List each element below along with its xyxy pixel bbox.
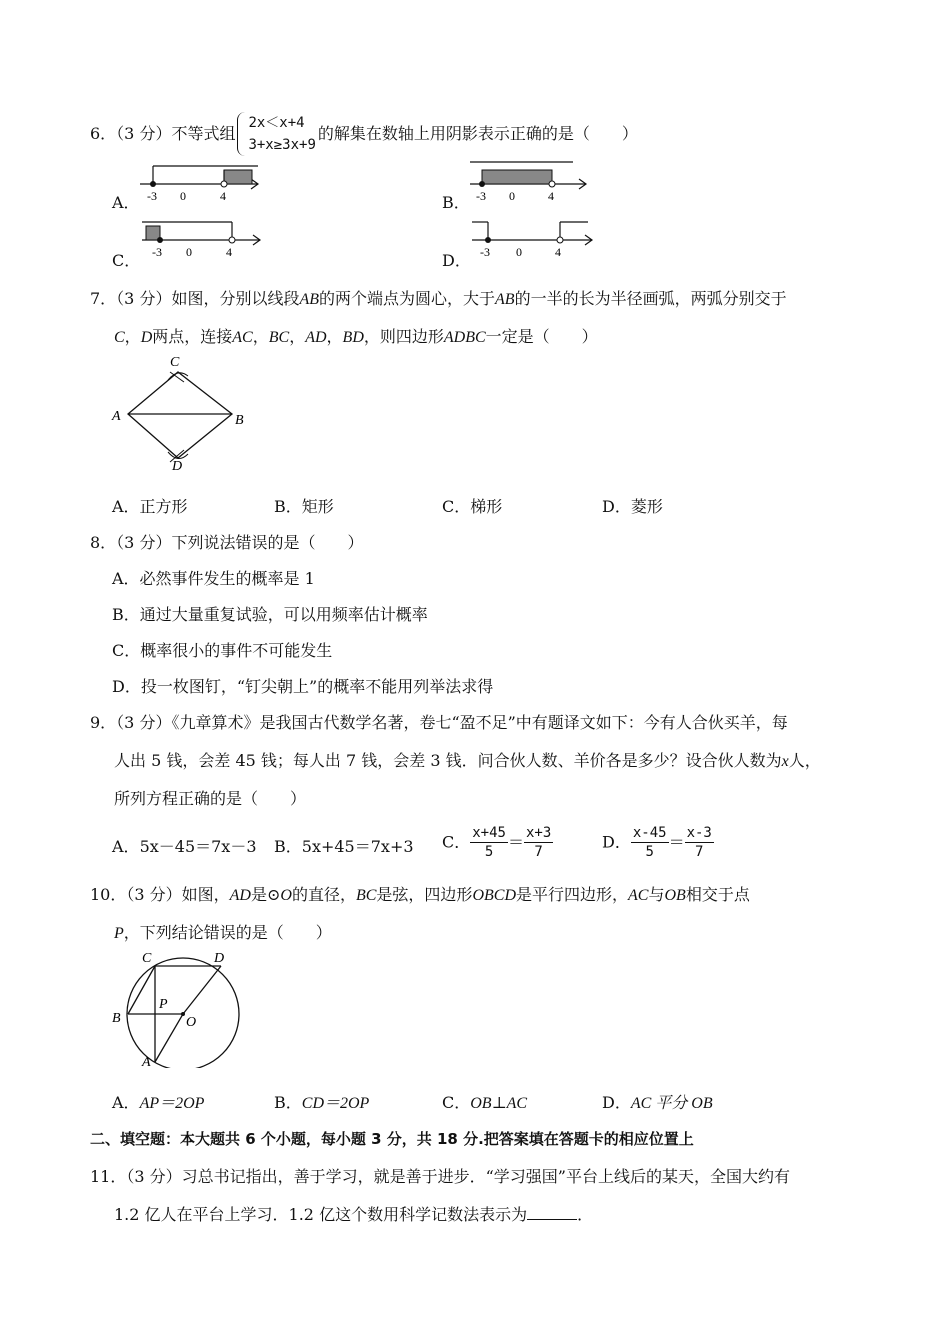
- q9-d-frac-left: $\frac{x-45}{5}$: [632, 825, 667, 860]
- q10-option-b: B．CD＝2OP: [274, 1093, 370, 1112]
- q9-option-b: B．5x+45＝7x+3: [274, 837, 414, 856]
- q6-a-tick-4: 4: [220, 189, 226, 203]
- q7-option-a: A．正方形: [112, 497, 188, 516]
- q6-option-a-label: A．: [112, 193, 140, 212]
- q6-option-b-number-line: [468, 158, 592, 206]
- q8-option-c: C．概率很小的事件不可能发生: [112, 641, 333, 660]
- q6-stem: [90, 112, 638, 162]
- q6-stem-pre: 6．（3 分）不等式组: [90, 124, 236, 143]
- q8-option-a: A．必然事件发生的概率是 1: [112, 569, 315, 588]
- q6-d-tick-neg3: -3: [480, 245, 490, 259]
- q10-stem-line1: 10．（3 分）如图，AD是⊙O的直径，BC是弦，四边形OBCD是平行四边形，AC与OB相交于点: [90, 885, 750, 904]
- q6-b-tick-neg3: -3: [476, 189, 486, 203]
- q10-fig-label-p: P: [159, 997, 168, 1012]
- q7-option-b: B．矩形: [274, 497, 334, 516]
- section-2-heading: 二、填空题：本大题共 6 个小题，每小题 3 分，共 18 分.把答案填在答题卡的相应位置上: [90, 1130, 694, 1148]
- q6-c-tick-neg3: -3: [152, 245, 162, 259]
- q10-option-d: D．AC 平分 OB: [602, 1093, 713, 1112]
- q6-b-tick-4: 4: [548, 189, 554, 203]
- q10-fig-label-d: D: [214, 951, 225, 966]
- q7-fig-label-c: C: [170, 355, 180, 370]
- q7-option-c: C．梯形: [442, 497, 503, 516]
- q10-fig-label-a: A: [142, 1055, 151, 1068]
- q10-stem-line2: P，下列结论错误的是（ ）: [114, 923, 332, 942]
- q7-option-d: D．菱形: [602, 497, 663, 516]
- q8-stem: 8．（3 分）下列说法错误的是（ ）: [90, 533, 364, 552]
- q11-stem-line2: 1.2 亿人在平台上学习．1.2 亿这个数用科学记数法表示为 ．: [114, 1205, 594, 1224]
- q6-b-tick-0: 0: [509, 189, 515, 203]
- q7-fig-label-d: D: [172, 459, 183, 474]
- q7-fig-label-b: B: [235, 413, 244, 428]
- q10-circle-figure: [108, 944, 248, 1068]
- q7-fig-label-a: A: [112, 409, 121, 424]
- q6-a-tick-0: 0: [180, 189, 186, 203]
- q6-c-tick-0: 0: [186, 245, 192, 259]
- q6-option-a-number-line: [138, 160, 268, 206]
- q6-option-c-number-line: [140, 218, 264, 264]
- q10-fig-label-o: O: [186, 1015, 197, 1030]
- q10-fig-label-b: B: [112, 1011, 121, 1026]
- q9-c-frac-right: $\frac{x+3}{7}$: [525, 825, 552, 860]
- q10-option-c: C．OB⊥AC: [442, 1093, 528, 1112]
- q9-option-c: C． $\frac{x+45}{5}$ ＝ $\frac{x+3}{7}$: [442, 825, 552, 860]
- q6-c-tick-4: 4: [226, 245, 232, 259]
- q6-option-b-label: B．: [442, 193, 470, 212]
- q10-fig-label-c: C: [142, 951, 152, 966]
- q9-c-frac-left: $\frac{x+45}{5}$: [472, 825, 506, 860]
- q6-d-tick-4: 4: [555, 245, 561, 259]
- q6-option-c-label: C．: [112, 251, 141, 270]
- q9-stem-line2: 人出 5 钱，会差 45 钱；每人出 7 钱，会差 3 钱．问合伙人数、羊价各是多少？设合伙人数为x人，: [114, 751, 821, 770]
- q6-inequality-system: [237, 112, 315, 156]
- q9-stem-line1: 9．（3 分）《九章算术》是我国古代数学名著，卷七“盈不足”中有题译文如下：今有人合伙买羊，每: [90, 713, 788, 732]
- q11-stem-line1: 11．（3 分）习总书记指出，善于学习，就是善于进步．“学习强国”平台上线后的某天，全国大约有: [90, 1167, 790, 1186]
- q8-option-d: D．投一枚图钉，“钉尖朝上”的概率不能用列举法求得: [112, 677, 494, 696]
- q6-option-d-label: D．: [442, 251, 471, 270]
- q6-option-d-number-line: [470, 218, 600, 264]
- q10-option-a: A．AP＝2OP: [112, 1093, 205, 1112]
- q6-stem-post: 的解集在数轴上用阴影表示正确的是（ ）: [317, 124, 638, 143]
- q6-ineq-1: 2x＜x+4: [248, 115, 305, 131]
- q7-stem-line1: 7．（3 分）如图，分别以线段AB的两个端点为圆心，大于AB的一半的长为半径画弧，两弧分别交于: [90, 289, 787, 308]
- q8-option-b: B．通过大量重复试验，可以用频率估计概率: [112, 605, 428, 624]
- q6-d-tick-0: 0: [516, 245, 522, 259]
- q9-option-a: A．5x－45＝7x－3: [112, 837, 257, 856]
- q9-option-d: D． $\frac{x-45}{5}$ ＝ $\frac{x-3}{7}$: [602, 825, 712, 860]
- q9-d-frac-right: $\frac{x-3}{7}$: [686, 825, 712, 860]
- q7-rhombus-figure: [108, 350, 258, 474]
- q6-ineq-2: 3+x≥3x+9: [248, 137, 316, 153]
- q9-stem-line3: 所列方程正确的是（ ）: [114, 789, 307, 808]
- q6-a-tick-neg3: -3: [147, 189, 157, 203]
- q11-answer-blank[interactable]: [527, 1205, 577, 1220]
- q7-stem-line2: C，D两点，连接AC，BC，AD，BD，则四边形ADBC一定是（ ）: [114, 327, 598, 346]
